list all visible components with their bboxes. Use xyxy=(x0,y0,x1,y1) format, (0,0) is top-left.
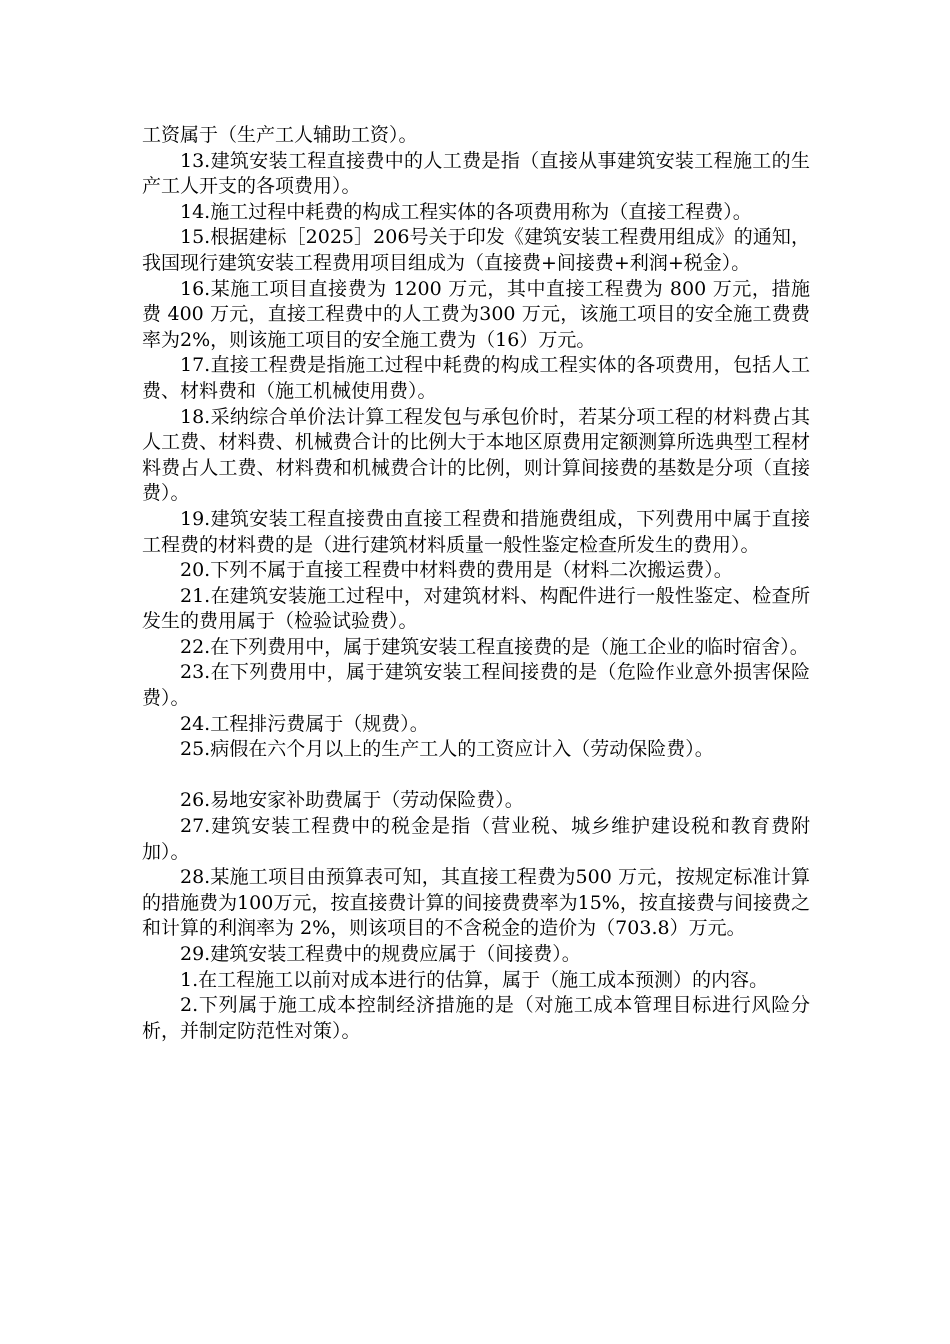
paragraph-item-1: 1.在工程施工以前对成本进行的估算，属于（施工成本预测）的内容。 xyxy=(180,968,769,991)
paragraph-item-18: 18.采纳综合单价法计算工程发包与承包价时，若某分项工程的材料费占其人工费、材料费、机械费合计的比例大于本地区原费用定额测算所选典型工程材料费占人工费、材料费和机械费合计的比例，则计算间接费的基数是分项（直接费）。 xyxy=(142,405,810,505)
paragraph-item-29: 29.建筑安装工程费中的规费应属于（间接费）。 xyxy=(180,943,581,965)
paragraph-item-23: 23.在下列费用中，属于建筑安装工程间接费的是（危险作业意外损害保险费）。 xyxy=(142,661,810,710)
paragraph-item-20: 20.下列不属于直接工程费中材料费的费用是（材料二次搬运费）。 xyxy=(180,559,733,582)
paragraph-item-17: 17.直接工程费是指施工过程中耗费的构成工程实体的各项费用，包括人工费、材料费和（施工机械使用费）。 xyxy=(142,354,810,402)
paragraph-item-21: 21.在建筑安装施工过程中，对建筑材料、构配件进行一般性鉴定、检查所发生的费用属于（检验试验费）。 xyxy=(142,584,810,633)
paragraph-item-2: 2.下列属于施工成本控制经济措施的是（对施工成本管理目标进行风险分析，并制定防范性对策）。 xyxy=(142,994,810,1042)
paragraph-item-13: 13.建筑安装工程直接费中的人工费是指（直接从事建筑安装工程施工的生产工人开支的各项费用）。 xyxy=(142,149,810,198)
paragraph-item-25: 25.病假在六个月以上的生产工人的工资应计入（劳动保险费）。 xyxy=(180,738,714,761)
paragraph-item-26: 26.易地安家补助费属于（劳动保险费）。 xyxy=(180,789,524,812)
document-body xyxy=(142,123,810,1044)
paragraph-item-24: 24.工程排污费属于（规费）。 xyxy=(180,712,429,735)
paragraph-item-27: 27.建筑安装工程费中的税金是指（营业税、城乡维护建设税和教育费附加）。 xyxy=(142,815,810,863)
paragraph-item-19: 19.建筑安装工程直接费由直接工程费和措施费组成，下列费用中属于直接工程费的材料费的是（进行建筑材料质量一般性鉴定检查所发生的费用）。 xyxy=(142,507,810,556)
paragraph-item-14: 14.施工过程中耗费的构成工程实体的各项费用称为（直接工程费）。 xyxy=(180,200,752,223)
paragraph-item-28: 28.某施工项目由预算表可知，其直接工程费为500 万元，按规定标准计算的措施费为100万元，按直接费计算的间接费费率为15%，按直接费与间接费之和计算的利润率为 2%，则该项目的不含税金的造价为（703.8）万元。 xyxy=(142,866,810,940)
paragraph-continued: 工资属于（生产工人辅助工资）。 xyxy=(142,124,418,146)
paragraph-item-15: 15.根据建标［2025］206号关于印发《建筑安装工程费用组成》的通知，我国现行建筑安装工程费用项目组成为（直接费+间接费+利润+税金）。 xyxy=(142,226,810,274)
paragraph-item-16: 16.某施工项目直接费为 1200 万元，其中直接工程费为 800 万元，措施费 400 万元，直接工程费中的人工费为300 万元，该施工项目的安全施工费费率为2%，则该施工项目的安全施工费为（16）万元。 xyxy=(142,277,810,351)
paragraph-item-22: 22.在下列费用中，属于建筑安装工程直接费的是（施工企业的临时宿舍）。 xyxy=(180,635,809,658)
